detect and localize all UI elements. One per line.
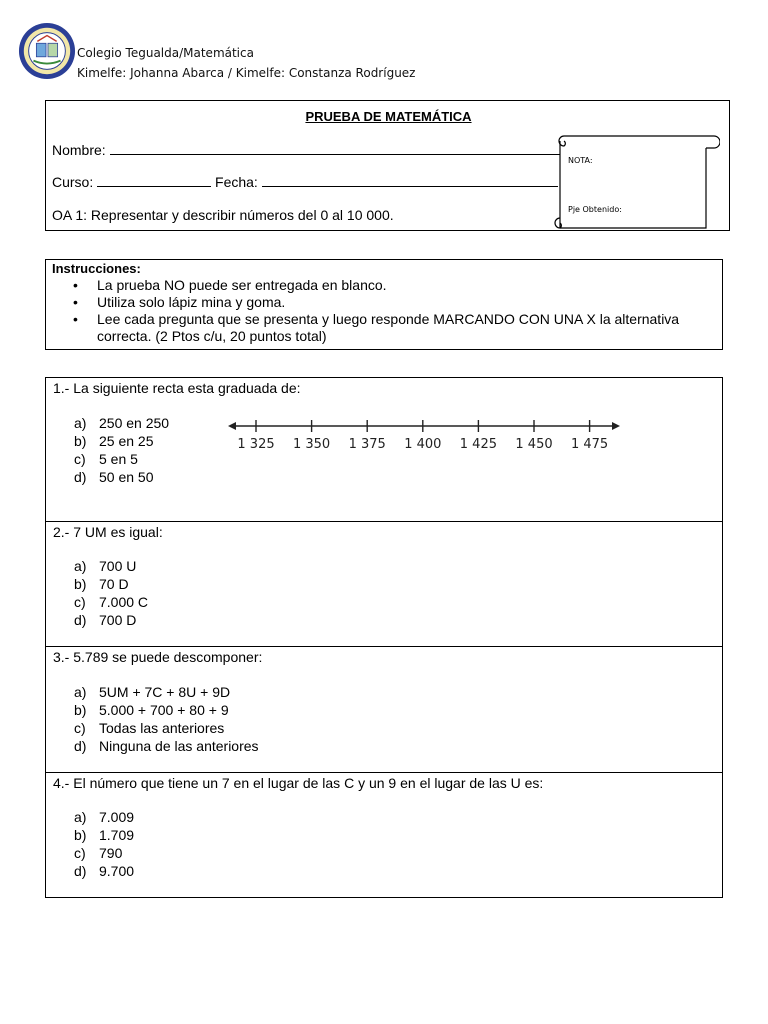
option-letter: c) — [74, 720, 86, 736]
number-line-label: 1 350 — [292, 437, 331, 452]
course-label: Curso: — [52, 174, 94, 190]
option-text: 790 — [99, 845, 123, 861]
date-label: Fecha: — [215, 174, 258, 190]
objective: OA 1: Representar y describir números del 0 al 10 000. — [52, 207, 394, 223]
instruction-item: • Lee cada pregunta que se presenta y luego responde MARCANDO CON UNA X la alternativa correcta. (2 Ptos c/u, 20 puntos total) — [46, 311, 706, 345]
option-letter: a) — [74, 415, 87, 431]
option-letter: c) — [74, 451, 86, 467]
number-line-label: 1 375 — [348, 437, 386, 452]
name-field[interactable] — [110, 154, 560, 155]
number-line-label: 1 325 — [237, 437, 275, 452]
option-letter: b) — [74, 433, 87, 449]
grade-label: NOTA: — [568, 156, 593, 165]
question-1 — [45, 377, 723, 522]
options-list — [74, 683, 259, 755]
option-c[interactable] — [74, 719, 259, 737]
instructions-heading: Instrucciones: — [52, 261, 141, 276]
instructions-box — [45, 259, 723, 350]
score-label: Pje Obtenido: — [568, 205, 622, 214]
option-b[interactable] — [74, 575, 148, 593]
instruction-item: • Utiliza solo lápiz mina y goma. — [46, 294, 706, 311]
option-text: 50 en 50 — [99, 469, 154, 485]
question-3 — [45, 646, 723, 773]
question-title: 3.- 5.789 se puede descomponer: — [53, 649, 263, 665]
options-list — [74, 414, 169, 486]
option-text: 7.009 — [99, 809, 135, 825]
option-text: 7.000 C — [99, 594, 149, 610]
instruction-item: • La prueba NO puede ser entregada en blanco. — [46, 277, 706, 294]
option-text: 700 D — [99, 612, 137, 628]
option-c[interactable] — [74, 450, 169, 468]
option-text: 250 en 250 — [99, 415, 170, 431]
arrow-right-icon — [612, 422, 620, 430]
option-text: Ninguna de las anteriores — [99, 738, 259, 754]
number-line-label: 1 425 — [459, 437, 498, 452]
option-letter: c) — [74, 594, 86, 610]
question-title: 1.- La siguiente recta esta graduada de: — [53, 380, 301, 396]
option-letter: a) — [74, 558, 87, 574]
question-4 — [45, 772, 723, 898]
course-date-row — [52, 174, 558, 190]
school-name: Colegio Tegualda/Matemática — [77, 46, 254, 60]
option-text: 5 en 5 — [99, 451, 138, 467]
name-row — [52, 142, 560, 158]
number-line-label: 1 475 — [570, 437, 609, 452]
number-line-label: 1 450 — [515, 437, 553, 452]
option-text: 70 D — [99, 576, 129, 592]
option-b[interactable] — [74, 432, 169, 450]
option-d[interactable] — [74, 862, 134, 880]
option-letter: d) — [74, 738, 87, 754]
option-letter: d) — [74, 469, 87, 485]
number-line-label: 1 400 — [404, 437, 442, 452]
option-text: 5.000 + 700 + 80 + 9 — [99, 702, 229, 718]
course-field[interactable] — [97, 186, 211, 187]
option-a[interactable] — [74, 808, 134, 826]
instructions-list — [46, 277, 706, 345]
question-title: 4.- El número que tiene un 7 en el lugar de las C y un 9 en el lugar de las U es: — [53, 775, 544, 791]
option-d[interactable] — [74, 611, 148, 629]
arrow-left-icon — [228, 422, 236, 430]
question-title: 2.- 7 UM es igual: — [53, 524, 163, 540]
grade-scroll-icon — [548, 133, 720, 231]
option-b[interactable] — [74, 701, 259, 719]
option-b[interactable] — [74, 826, 134, 844]
option-c[interactable] — [74, 844, 134, 862]
options-list — [74, 557, 148, 629]
option-a[interactable] — [74, 683, 259, 701]
name-label: Nombre: — [52, 142, 106, 158]
option-letter: a) — [74, 684, 87, 700]
option-text: 5UM + 7C + 8U + 9D — [99, 684, 231, 700]
option-letter: c) — [74, 845, 86, 861]
option-letter: a) — [74, 809, 87, 825]
option-text: 1.709 — [99, 827, 135, 843]
option-d[interactable] — [74, 468, 169, 486]
option-text: 25 en 25 — [99, 433, 154, 449]
question-2 — [45, 521, 723, 647]
option-a[interactable] — [74, 557, 148, 575]
option-letter: d) — [74, 863, 87, 879]
number-line — [226, 414, 626, 454]
option-a[interactable] — [74, 414, 169, 432]
option-text: 9.700 — [99, 863, 135, 879]
test-header-box — [45, 100, 730, 231]
option-letter: b) — [74, 827, 87, 843]
school-logo-icon — [18, 22, 76, 80]
date-field[interactable] — [262, 186, 558, 187]
option-letter: d) — [74, 612, 87, 628]
options-list — [74, 808, 134, 880]
option-letter: b) — [74, 576, 87, 592]
teacher-names: Kimelfe: Johanna Abarca / Kimelfe: Constanza Rodríguez — [77, 66, 416, 80]
option-text: Todas las anteriores — [99, 720, 225, 736]
test-title: PRUEBA DE MATEMÁTICA — [305, 109, 472, 124]
option-d[interactable] — [74, 737, 259, 755]
option-text: 700 U — [99, 558, 137, 574]
option-c[interactable] — [74, 593, 148, 611]
option-letter: b) — [74, 702, 87, 718]
